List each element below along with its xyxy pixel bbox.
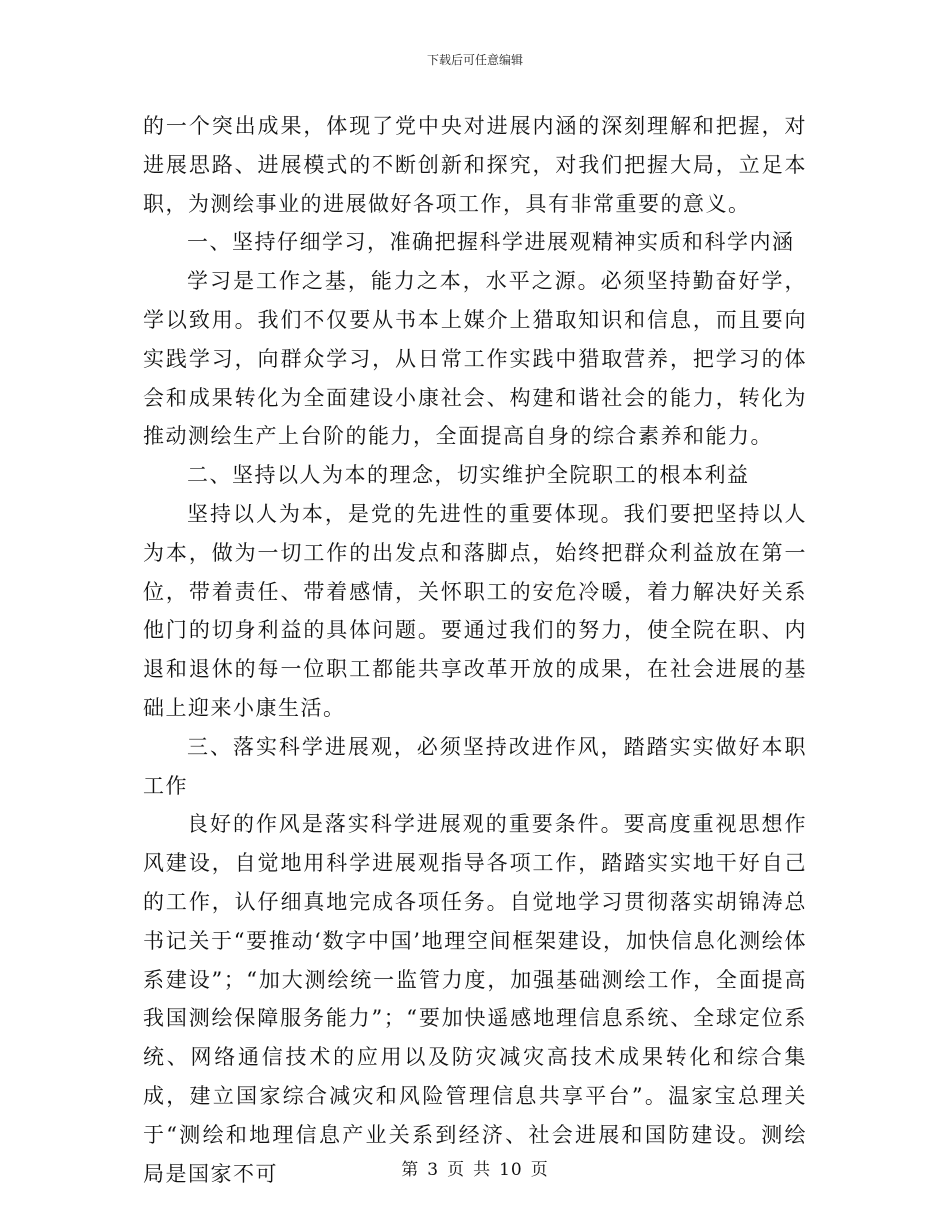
page-header: 下载后可任意编辑 xyxy=(426,53,523,67)
page-footer xyxy=(0,1155,950,1180)
document-body xyxy=(143,107,807,1193)
page-label-prefix: 第 xyxy=(401,1160,420,1180)
section-heading-1: 一、坚持仔细学习，准确把握科学进展观精神实质和科学内涵 xyxy=(187,230,795,255)
total-label: 共 xyxy=(473,1160,492,1180)
total-pages: 10 xyxy=(499,1160,523,1180)
paragraph: 学习是工作之基，能力之本，水平之源。必须坚持勤奋好学，学以致用。我们不仅要从书本上媒介上猎取知识和信息，而且要向实践学习，向群众学习，从日常工作实践中猎取营养，把学习的体会和成果转化为全面建设小康社会、构建和谐社会的能力，转化为推动测绘生产上台阶的能力，全面提高自身的综合素养和能力。 xyxy=(143,269,807,449)
paragraph: 坚持以人为本，是党的先进性的重要体现。我们要把坚持以人为本，做为一切工作的出发点和落脚点，始终把群众利益放在第一位，带着责任、带着感情，关怀职工的安危冷暖，着力解决好关系他门的切身利益的具体问题。要通过我们的努力，使全院在职、内退和退休的每一位职工都能共享改革开放的成果，在社会进展的基础上迎来小康生活。 xyxy=(143,501,807,720)
section-heading-2: 二、坚持以人为本的理念，切实维护全院职工的根本利益 xyxy=(187,463,750,488)
page-number: 3 xyxy=(427,1160,440,1180)
paragraph-continuation: 的一个突出成果，体现了党中央对进展内涵的深刻理解和把握，对进展思路、进展模式的不断创新和探究，对我们把握大局，立足本职，为测绘事业的进展做好各项工作，具有非常重要的意义。 xyxy=(143,114,807,216)
page-label-mid: 页 xyxy=(447,1160,466,1180)
paragraph: 良好的作风是落实科学进展观的重要条件。要高度重视思想作风建设，自觉地用科学进展观指导各项工作，踏踏实实地干好自己的工作，认仔细真地完成各项任务。自觉地学习贯彻落实胡锦涛总书记关于“要推动‘数字中国’地理空间框架建设，加快信息化测绘体系建设”；“加大测绘统一监管力度，加强基础测绘工作，全面提高我国测绘保障服务能力”；“要加快遥感地理信息系统、全球定位系统、网络通信技术的应用以及防灾减灾高技术成果转化和综合集成，建立国家综合减灾和风险管理信息共享平台”。温家宝总理关于“测绘和地理信息产业关系到经济、社会进展和国防建设。测绘局是国家不可 xyxy=(143,812,807,1186)
page-label-suffix: 页 xyxy=(530,1160,549,1180)
section-heading-3: 三、落实科学进展观，必须坚持改进作风，踏踏实实做好本职工作 xyxy=(143,734,807,798)
